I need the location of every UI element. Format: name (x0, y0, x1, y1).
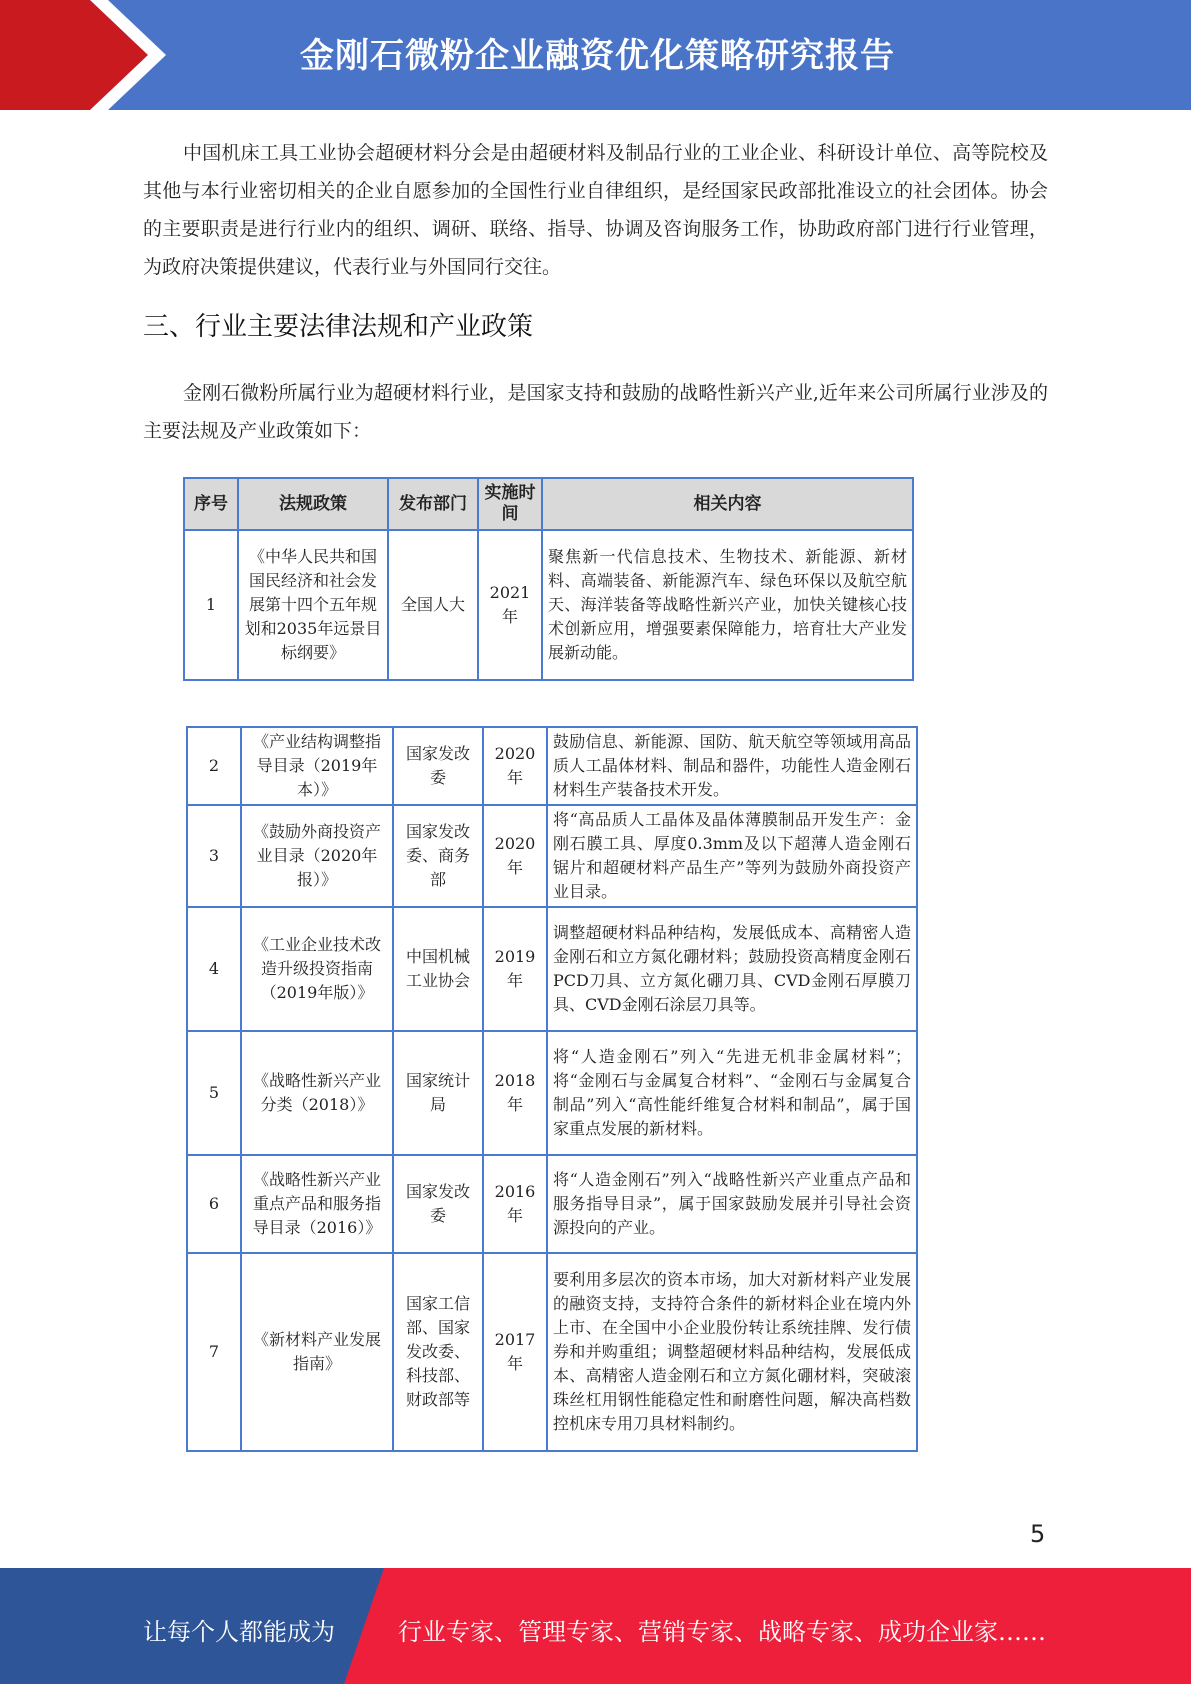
report-title: 金刚石微粉企业融资优化策略研究报告 (300, 36, 895, 76)
row-time: 2019年 (483, 907, 547, 1031)
table-row (187, 805, 917, 907)
row-content: 鼓励信息、新能源、国防、航天航空等领域用高品质人工晶体材料、制品和器件，功能性人造金刚石材料生产装备技术开发。 (547, 727, 917, 805)
policy-table-part-2 (186, 726, 918, 1452)
row-policy: 《战略性新兴产业重点产品和服务指导目录（2016）》 (241, 1155, 393, 1253)
row-dept: 全国人大 (388, 530, 478, 680)
row-content: 要利用多层次的资本市场，加大对新材料产业发展的融资支持，支持符合条件的新材料企业在境内外上市、在全国中小企业股份转让系统挂牌、发行债券和并购重组；调整超硬材料品种结构，发展低成本、高精密人造金刚石和立方氮化硼材料，突破滚珠丝杠用钢性能稳定性和耐磨性问题，解决高档数控机床专用刀具材料制约。 (547, 1253, 917, 1451)
row-no: 6 (187, 1155, 241, 1253)
row-policy: 《战略性新兴产业分类（2018）》 (241, 1031, 393, 1155)
row-policy: 《产业结构调整指导目录（2019年本）》 (241, 727, 393, 805)
row-no: 5 (187, 1031, 241, 1155)
header-policy: 法规政策 (238, 478, 388, 530)
row-dept: 国家发改委 (393, 727, 483, 805)
page-header (0, 0, 1191, 110)
page-footer (0, 1568, 1191, 1684)
row-no: 1 (184, 530, 238, 680)
row-dept: 中国机械工业协会 (393, 907, 483, 1031)
row-policy: 《新材料产业发展指南》 (241, 1253, 393, 1451)
row-content: 聚焦新一代信息技术、生物技术、新能源、新材料、高端装备、新能源汽车、绿色环保以及航空航天、海洋装备等战略性新兴产业，加快关键核心技术创新应用，增强要素保障能力，培育壮大产业发展新动能。 (542, 530, 913, 680)
row-content: 将“人造金刚石”列入“先进无机非金属材料”；将“金刚石与金属复合材料”、“金刚石与金属复合制品”列入“高性能纤维复合材料和制品”，属于国家重点发展的新材料。 (547, 1031, 917, 1155)
row-no: 2 (187, 727, 241, 805)
header-time: 实施时间 (478, 478, 542, 530)
row-time: 2021年 (478, 530, 542, 680)
table-row (187, 727, 917, 805)
table-row (187, 907, 917, 1031)
header-dept: 发布部门 (388, 478, 478, 530)
row-policy: 《工业企业技术改造升级投资指南（2019年版）》 (241, 907, 393, 1031)
row-policy: 《中华人民共和国国民经济和社会发展第十四个五年规划和2035年远景目标纲要》 (238, 530, 388, 680)
row-dept: 国家发改委、商务部 (393, 805, 483, 907)
row-content: 调整超硬材料品种结构，发展低成本、高精密人造金刚石和立方氮化硼材料；鼓励投资高精度金刚石PCD刀具、立方氮化硼刀具、CVD金刚石厚膜刀具、CVD金刚石涂层刀具等。 (547, 907, 917, 1031)
row-no: 4 (187, 907, 241, 1031)
row-no: 3 (187, 805, 241, 907)
table-row (184, 530, 913, 680)
section-intro-paragraph: 金刚石微粉所属行业为超硬材料行业，是国家支持和鼓励的战略性新兴产业,近年来公司所属行业涉及的主要法规及产业政策如下： (143, 382, 1048, 442)
row-time: 2016年 (483, 1155, 547, 1253)
page-number: 5 (1030, 1520, 1046, 1548)
footer-slogan-right: 行业专家、管理专家、营销专家、战略专家、成功企业家…… (398, 1618, 1046, 1646)
table-row (187, 1253, 917, 1451)
row-dept: 国家发改委 (393, 1155, 483, 1253)
table-header-row (184, 478, 913, 530)
row-time: 2020年 (483, 727, 547, 805)
row-time: 2017年 (483, 1253, 547, 1451)
header-content: 相关内容 (542, 478, 913, 530)
header-no: 序号 (184, 478, 238, 530)
section-heading: 三、行业主要法律法规和产业政策 (143, 312, 534, 342)
row-policy: 《鼓励外商投资产业目录（2020年报）》 (241, 805, 393, 907)
table-row (187, 1031, 917, 1155)
row-no: 7 (187, 1253, 241, 1451)
row-dept: 国家统计局 (393, 1031, 483, 1155)
row-time: 2020年 (483, 805, 547, 907)
policy-table-part-1 (183, 477, 914, 681)
row-content: 将“人造金刚石”列入“战略性新兴产业重点产品和服务指导目录”，属于国家鼓励发展并引导社会资源投向的产业。 (547, 1155, 917, 1253)
footer-slogan-left: 让每个人都能成为 (143, 1618, 335, 1646)
intro-paragraph: 中国机床工具工业协会超硬材料分会是由超硬材料及制品行业的工业企业、科研设计单位、高等院校及其他与本行业密切相关的企业自愿参加的全国性行业自律组织，是经国家民政部批准设立的社会团体。协会的主要职责是进行行业内的组织、调研、联络、指导、协调及咨询服务工作，协助政府部门进行行业管理，为政府决策提供建议，代表行业与外国同行交往。 (143, 142, 1048, 278)
row-time: 2018年 (483, 1031, 547, 1155)
row-content: 将“高品质人工晶体及晶体薄膜制品开发生产：金刚石膜工具、厚度0.3mm及以下超薄人造金刚石锯片和超硬材料产品生产”等列为鼓励外商投资产业目录。 (547, 805, 917, 907)
table-row (187, 1155, 917, 1253)
row-dept: 国家工信部、国家发改委、科技部、财政部等 (393, 1253, 483, 1451)
